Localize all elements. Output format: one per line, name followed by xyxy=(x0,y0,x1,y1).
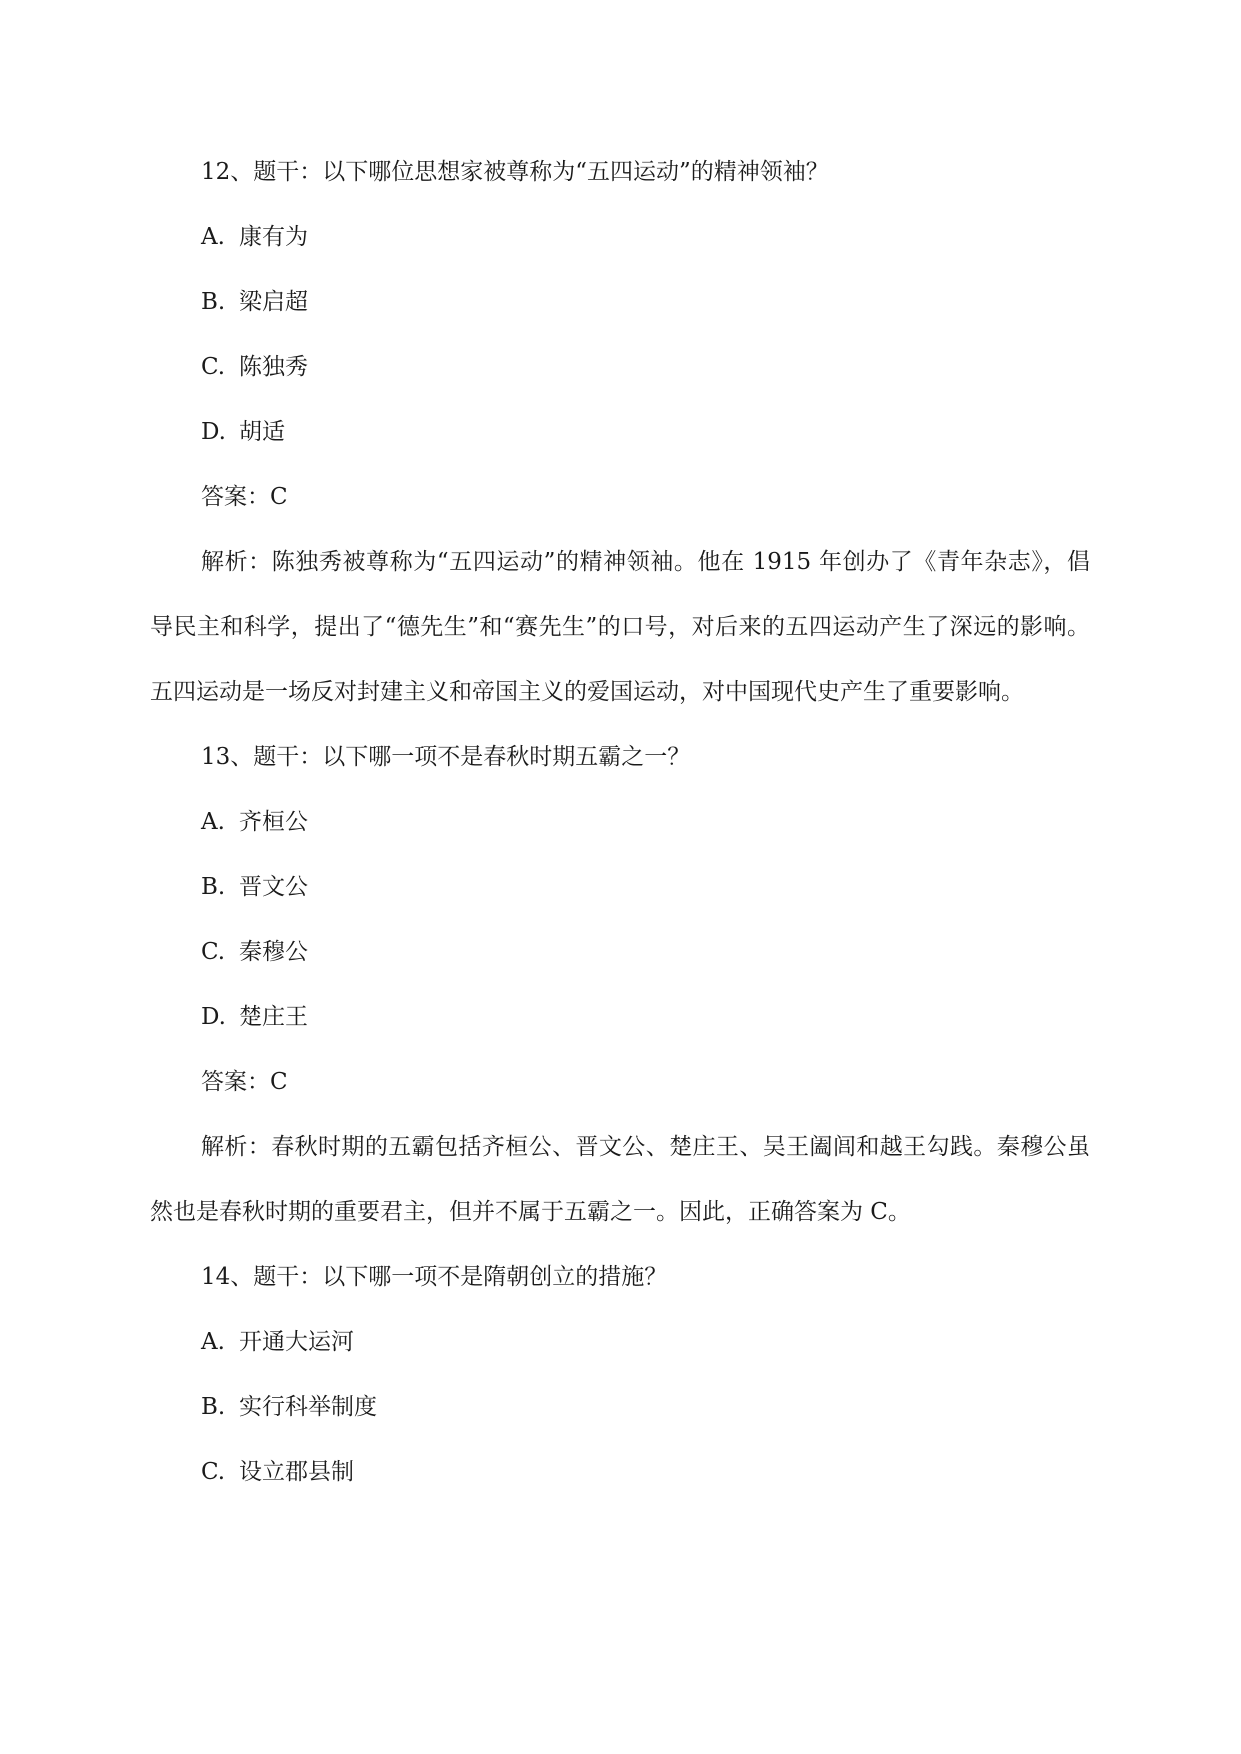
option-text: 陈独秀 xyxy=(239,354,308,380)
question-13-stem: 13、题干：以下哪一项不是春秋时期五霸之一？ xyxy=(201,744,691,770)
option-letter: D. xyxy=(201,419,226,445)
option-letter: B. xyxy=(201,1394,226,1420)
option-letter: C. xyxy=(201,939,226,965)
question-12-option-c xyxy=(150,335,1090,400)
option-letter: A. xyxy=(201,809,225,835)
option-letter: C. xyxy=(201,1459,226,1485)
question-12-option-b xyxy=(150,270,1090,335)
option-text: 楚庄王 xyxy=(239,1004,308,1030)
question-13-explanation: 解析：春秋时期的五霸包括齐桓公、晋文公、楚庄王、吴王阖闾和越王勾践。秦穆公虽然也是春秋时期的重要君主，但并不属于五霸之一。因此，正确答案为 C。 xyxy=(150,1134,1090,1225)
option-text: 实行科举制度 xyxy=(239,1394,377,1420)
question-12-answer: 答案：C xyxy=(201,484,288,510)
option-text: 胡适 xyxy=(239,419,285,445)
question-14-stem: 14、题干：以下哪一项不是隋朝创立的措施？ xyxy=(201,1264,668,1290)
question-14-option-b xyxy=(150,1375,1090,1440)
option-letter: B. xyxy=(201,289,226,315)
question-13-option-b xyxy=(150,855,1090,920)
question-13-option-c xyxy=(150,920,1090,985)
question-13-option-d xyxy=(150,985,1090,1050)
question-12-explanation: 解析：陈独秀被尊称为“五四运动”的精神领袖。他在 1915 年创办了《青年杂志》，倡导民主和科学，提出了“德先生”和“赛先生”的口号，对后来的五四运动产生了深远的影响。五四运动是一场反对封建主义和帝国主义的爱国运动，对中国现代史产生了重要影响。 xyxy=(150,549,1090,705)
option-letter: B. xyxy=(201,874,226,900)
question-12-stem: 12、题干：以下哪位思想家被尊称为“五四运动”的精神领袖？ xyxy=(201,159,829,185)
option-text: 康有为 xyxy=(239,224,308,250)
option-text: 秦穆公 xyxy=(239,939,308,965)
option-text: 梁启超 xyxy=(239,289,308,315)
question-12-option-a xyxy=(150,205,1090,270)
page-content xyxy=(150,140,1090,1505)
option-text: 晋文公 xyxy=(239,874,308,900)
option-letter: C. xyxy=(201,354,226,380)
option-letter: D. xyxy=(201,1004,226,1030)
option-text: 开通大运河 xyxy=(239,1329,354,1355)
option-letter: A. xyxy=(201,1329,225,1355)
option-letter: A. xyxy=(201,224,225,250)
question-13-answer: 答案：C xyxy=(201,1069,288,1095)
question-14-option-a xyxy=(150,1310,1090,1375)
option-text: 齐桓公 xyxy=(239,809,308,835)
option-text: 设立郡县制 xyxy=(239,1459,354,1485)
question-13-option-a xyxy=(150,790,1090,855)
question-12-option-d xyxy=(150,400,1090,465)
question-14-option-c xyxy=(150,1440,1090,1505)
